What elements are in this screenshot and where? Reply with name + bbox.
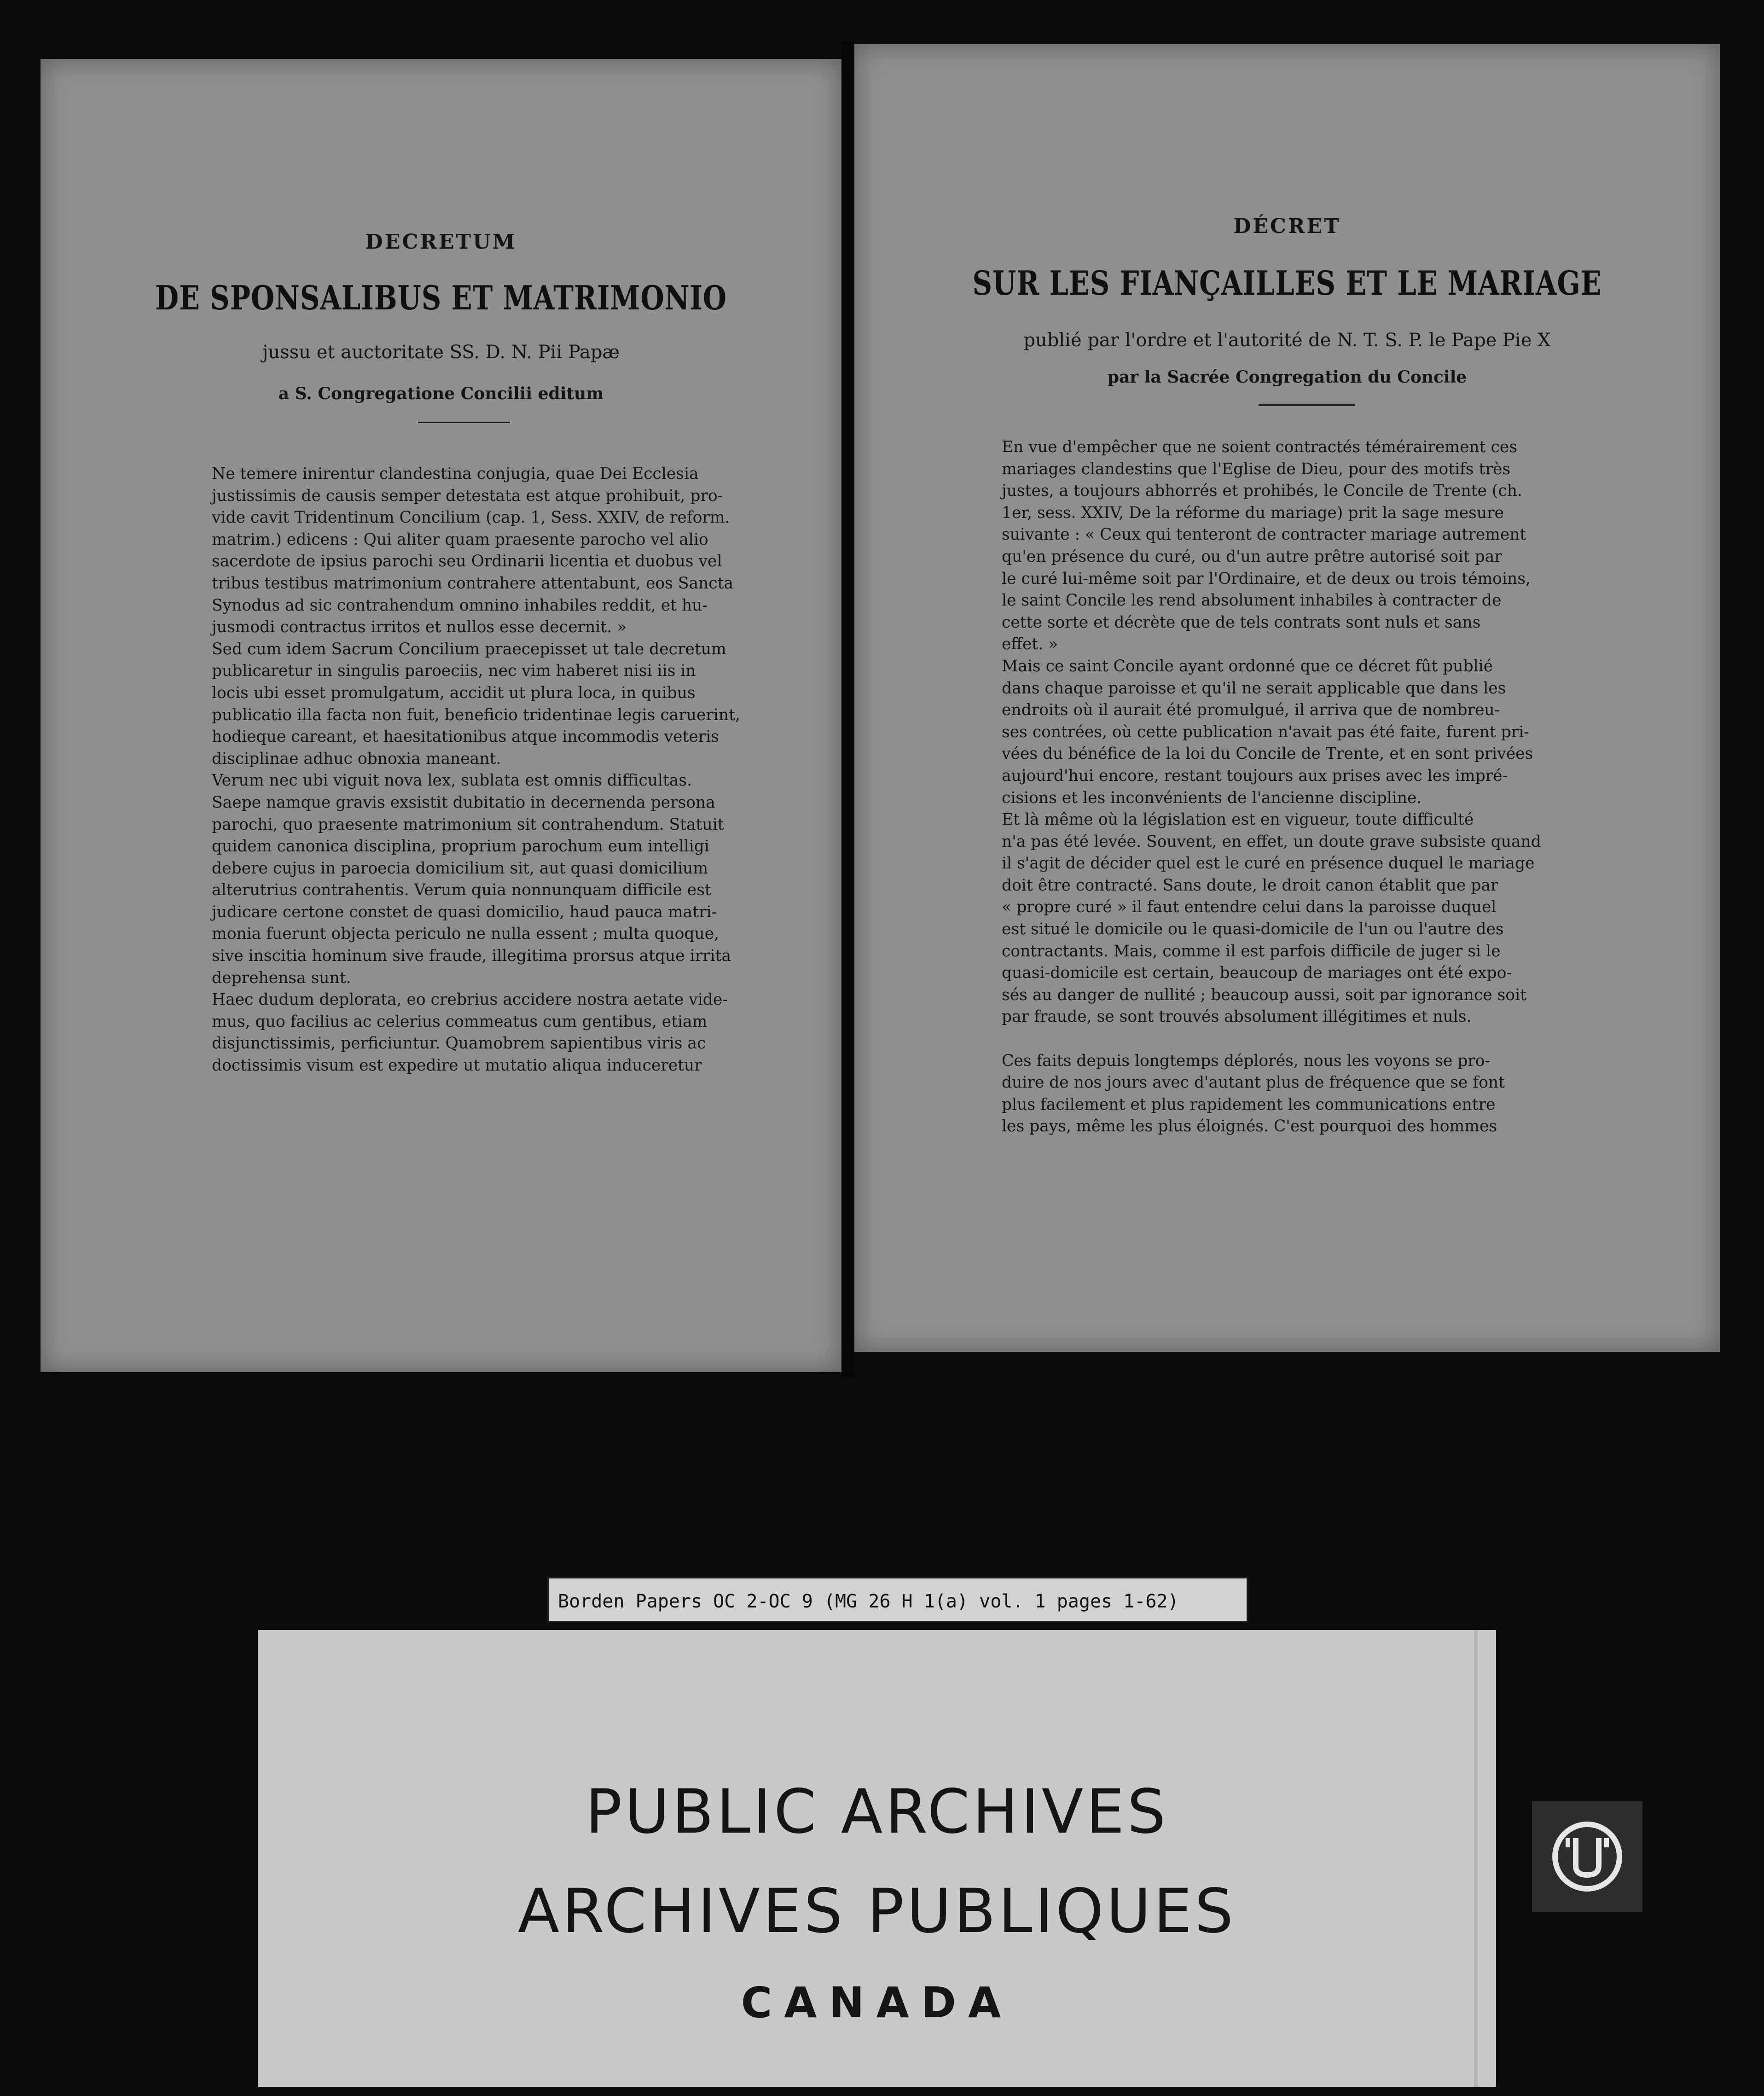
left-heading-title: DE SPONSALIBUS ET MATRIMONIO (155, 278, 727, 317)
text-line: mus, quo facilius ac celerius commeatus cum gentibus, etiam (212, 1012, 708, 1031)
text-line: hodieque careant, et haesitationibus atque incommodis veteris (212, 728, 719, 746)
right-page (854, 44, 1720, 1352)
text-line: Saepe namque gravis exsistit dubitatio in decernenda persona (212, 793, 715, 812)
text-line: mariages clandestins que l'Eglise de Dieu, pour des motifs très (1002, 460, 1511, 478)
text-line: endroits où il aurait été promulgué, il arriva que de nombreu- (1002, 701, 1500, 720)
text-line: aujourd'hui encore, restant toujours aux prises avec les impré- (1002, 766, 1508, 785)
text-line: doctissimis visum est expedire ut mutatio aliqua induceretur (212, 1056, 702, 1075)
text-line: vide cavit Tridentinum Concilium (cap. 1, Sess. XXIV, de reform. (212, 508, 730, 527)
text-line: par fraude, se sont trouvés absolument illégitimes et nuls. (1002, 1007, 1472, 1026)
right-subheading-2: par la Sacrée Congregation du Concile (1107, 367, 1467, 387)
text-line: justissimis de causis semper detestata est atque prohibuit, pro- (212, 486, 723, 505)
text-line: vées du bénéfice de la loi du Concile de Trente, et en sont privées (1002, 745, 1533, 763)
text-line: disciplinae adhuc obnoxia maneant. (212, 749, 501, 768)
text-line: suivante : « Ceux qui tenteront de contracter mariage autrement (1002, 525, 1526, 544)
right-heading-small: DÉCRET (1233, 215, 1341, 238)
text-line: ses contrées, où cette publication n'avait pas été faite, furent pri- (1002, 722, 1529, 741)
left-body-text (212, 463, 795, 1077)
left-heading-rule (418, 422, 510, 423)
text-line: 1er, sess. XXIV, De la réforme du mariage) prit la sage mesure (1002, 503, 1504, 522)
text-line: « propre curé » il faut entendre celui dans la paroisse duquel (1002, 898, 1497, 917)
text-line: dans chaque paroisse et qu'il ne serait applicable que dans les (1002, 679, 1506, 698)
text-line: parochi, quo praesente matrimonium sit contrahendum. Statuit (212, 815, 724, 834)
text-line: Verum nec ubi viguit nova lex, sublata est omnis difficultas. (212, 771, 692, 790)
text-line: sive inscitia hominum sive fraude, illegitima prorsus atque irrita (212, 947, 731, 966)
text-line: Haec dudum deplorata, eo crebrius accidere nostra aetate vide- (212, 990, 728, 1009)
text-line: le saint Concile les rend absolument inhabiles à contracter de (1002, 591, 1502, 610)
archive-card (258, 1630, 1496, 2087)
text-line: cette sorte et décrète que de tels contrats sont nuls et sans (1002, 613, 1481, 632)
text-line: cisions et les inconvénients de l'ancienne discipline. (1002, 788, 1422, 807)
text-line: plus facilement et plus rapidement les communications entre (1002, 1095, 1496, 1114)
text-line: contractants. Mais, comme il est parfois difficile de juger si le (1002, 942, 1501, 961)
left-page (41, 59, 841, 1372)
right-heading-title: SUR LES FIANÇAILLES ET LE MARIAGE (972, 263, 1602, 303)
right-subheading: publié par l'ordre et l'autorité de N. T. S. P. le Pape Pie X (1023, 330, 1551, 351)
archive-card-line-2: ARCHIVES PUBLIQUES (517, 1876, 1236, 1947)
text-line: est situé le domicile ou le quasi-domicile de l'un ou l'autre des (1002, 920, 1504, 939)
book-spine (841, 41, 854, 1377)
right-body-text (1002, 437, 1651, 1138)
text-line: Mais ce saint Concile ayant ordonné que ce décret fût publié (1002, 657, 1493, 675)
text-line: locis ubi esset promulgatum, accidit ut plura loca, in quibus (212, 683, 696, 702)
text-line: qu'en présence du curé, ou d'un autre prêtre autorisé soit par (1002, 547, 1502, 566)
text-line: duire de nos jours avec d'autant plus de fréquence que se font (1002, 1073, 1505, 1092)
text-line: quidem canonica disciplina, proprium parochum eum intelligi (212, 837, 709, 856)
left-subheading: jussu et auctoritate SS. D. N. Pii Papæ (262, 342, 620, 363)
text-line: les pays, même les plus éloignés. C'est pourquoi des hommes (1002, 1117, 1497, 1136)
text-line (1002, 1028, 1651, 1050)
text-line: debere cujus in paroecia domicilium sit, aut quasi domicilium (212, 859, 708, 878)
microfilm-logo-icon (1532, 1801, 1642, 1912)
archive-reference-strip: Borden Papers OC 2-OC 9 (MG 26 H 1(a) vol. 1 pages 1-62) (547, 1577, 1248, 1623)
text-line: publicaretur in singulis paroeciis, nec vim haberet nisi iis in (212, 662, 696, 681)
text-line: Et là même où la législation est en vigueur, toute difficulté (1002, 810, 1474, 829)
text-line: tribus testibus matrimonium contrahere attentabunt, eos Sancta (212, 574, 734, 593)
text-line: deprehensa sunt. (212, 968, 351, 987)
text-line: il s'agit de décider quel est le curé en présence duquel le mariage (1002, 854, 1535, 873)
text-line: jusmodi contractus irritos et nullos esse decernit. » (212, 618, 627, 637)
left-subheading-2: a S. Congregatione Concilii editum (278, 384, 604, 403)
text-line: quasi-domicile est certain, beaucoup de mariages ont été expo- (1002, 964, 1512, 983)
text-line: monia fuerunt objecta periculo ne nulla essent ; multa quoque, (212, 925, 720, 943)
text-line: doit être contracté. Sans doute, le droit canon établit que par (1002, 876, 1498, 895)
right-heading-rule (1259, 404, 1355, 406)
text-line: judicare certone constet de quasi domicilio, haud pauca matri- (212, 902, 717, 921)
text-line: effet. » (1002, 635, 1058, 654)
text-line: justes, a toujours abhorrés et prohibés, le Concile de Trente (ch. (1002, 482, 1522, 501)
text-line: sacerdote de ipsius parochi seu Ordinarii licentia et duobus vel (212, 552, 722, 571)
text-line: En vue d'empêcher que ne soient contractés témérairement ces (1002, 438, 1517, 456)
text-line: disjunctissimis, perficiuntur. Quamobrem sapientibus viris ac (212, 1034, 706, 1053)
text-line: Ne temere inirentur clandestina conjugia, quae Dei Ecclesia (212, 465, 699, 483)
text-line: Sed cum idem Sacrum Concilium praecepisset ut tale decretum (212, 640, 726, 658)
text-line: Ces faits depuis longtemps déplorés, nous les voyons se pro- (1002, 1051, 1491, 1070)
archive-card-line-3: CANADA (741, 1978, 1013, 2027)
text-line: n'a pas été levée. Souvent, en effet, un doute grave subsiste quand (1002, 832, 1541, 851)
text-line: sés au danger de nullité ; beaucoup aussi, soit par ignorance soit (1002, 985, 1526, 1004)
text-line: le curé lui-même soit par l'Ordinaire, et de deux ou trois témoins, (1002, 569, 1531, 588)
left-heading-small: DECRETUM (365, 230, 517, 254)
archive-card-line-1: PUBLIC ARCHIVES (585, 1776, 1169, 1847)
text-line: publicatio illa facta non fuit, beneficio tridentinae legis caruerint, (212, 705, 740, 724)
text-line: Synodus ad sic contrahendum omnino inhabiles reddit, et hu- (212, 596, 708, 615)
text-line: matrim.) edicens : Qui aliter quam praesente parocho vel alio (212, 530, 708, 549)
text-line: alterutrius contrahentis. Verum quia nonnunquam difficile est (212, 881, 711, 900)
